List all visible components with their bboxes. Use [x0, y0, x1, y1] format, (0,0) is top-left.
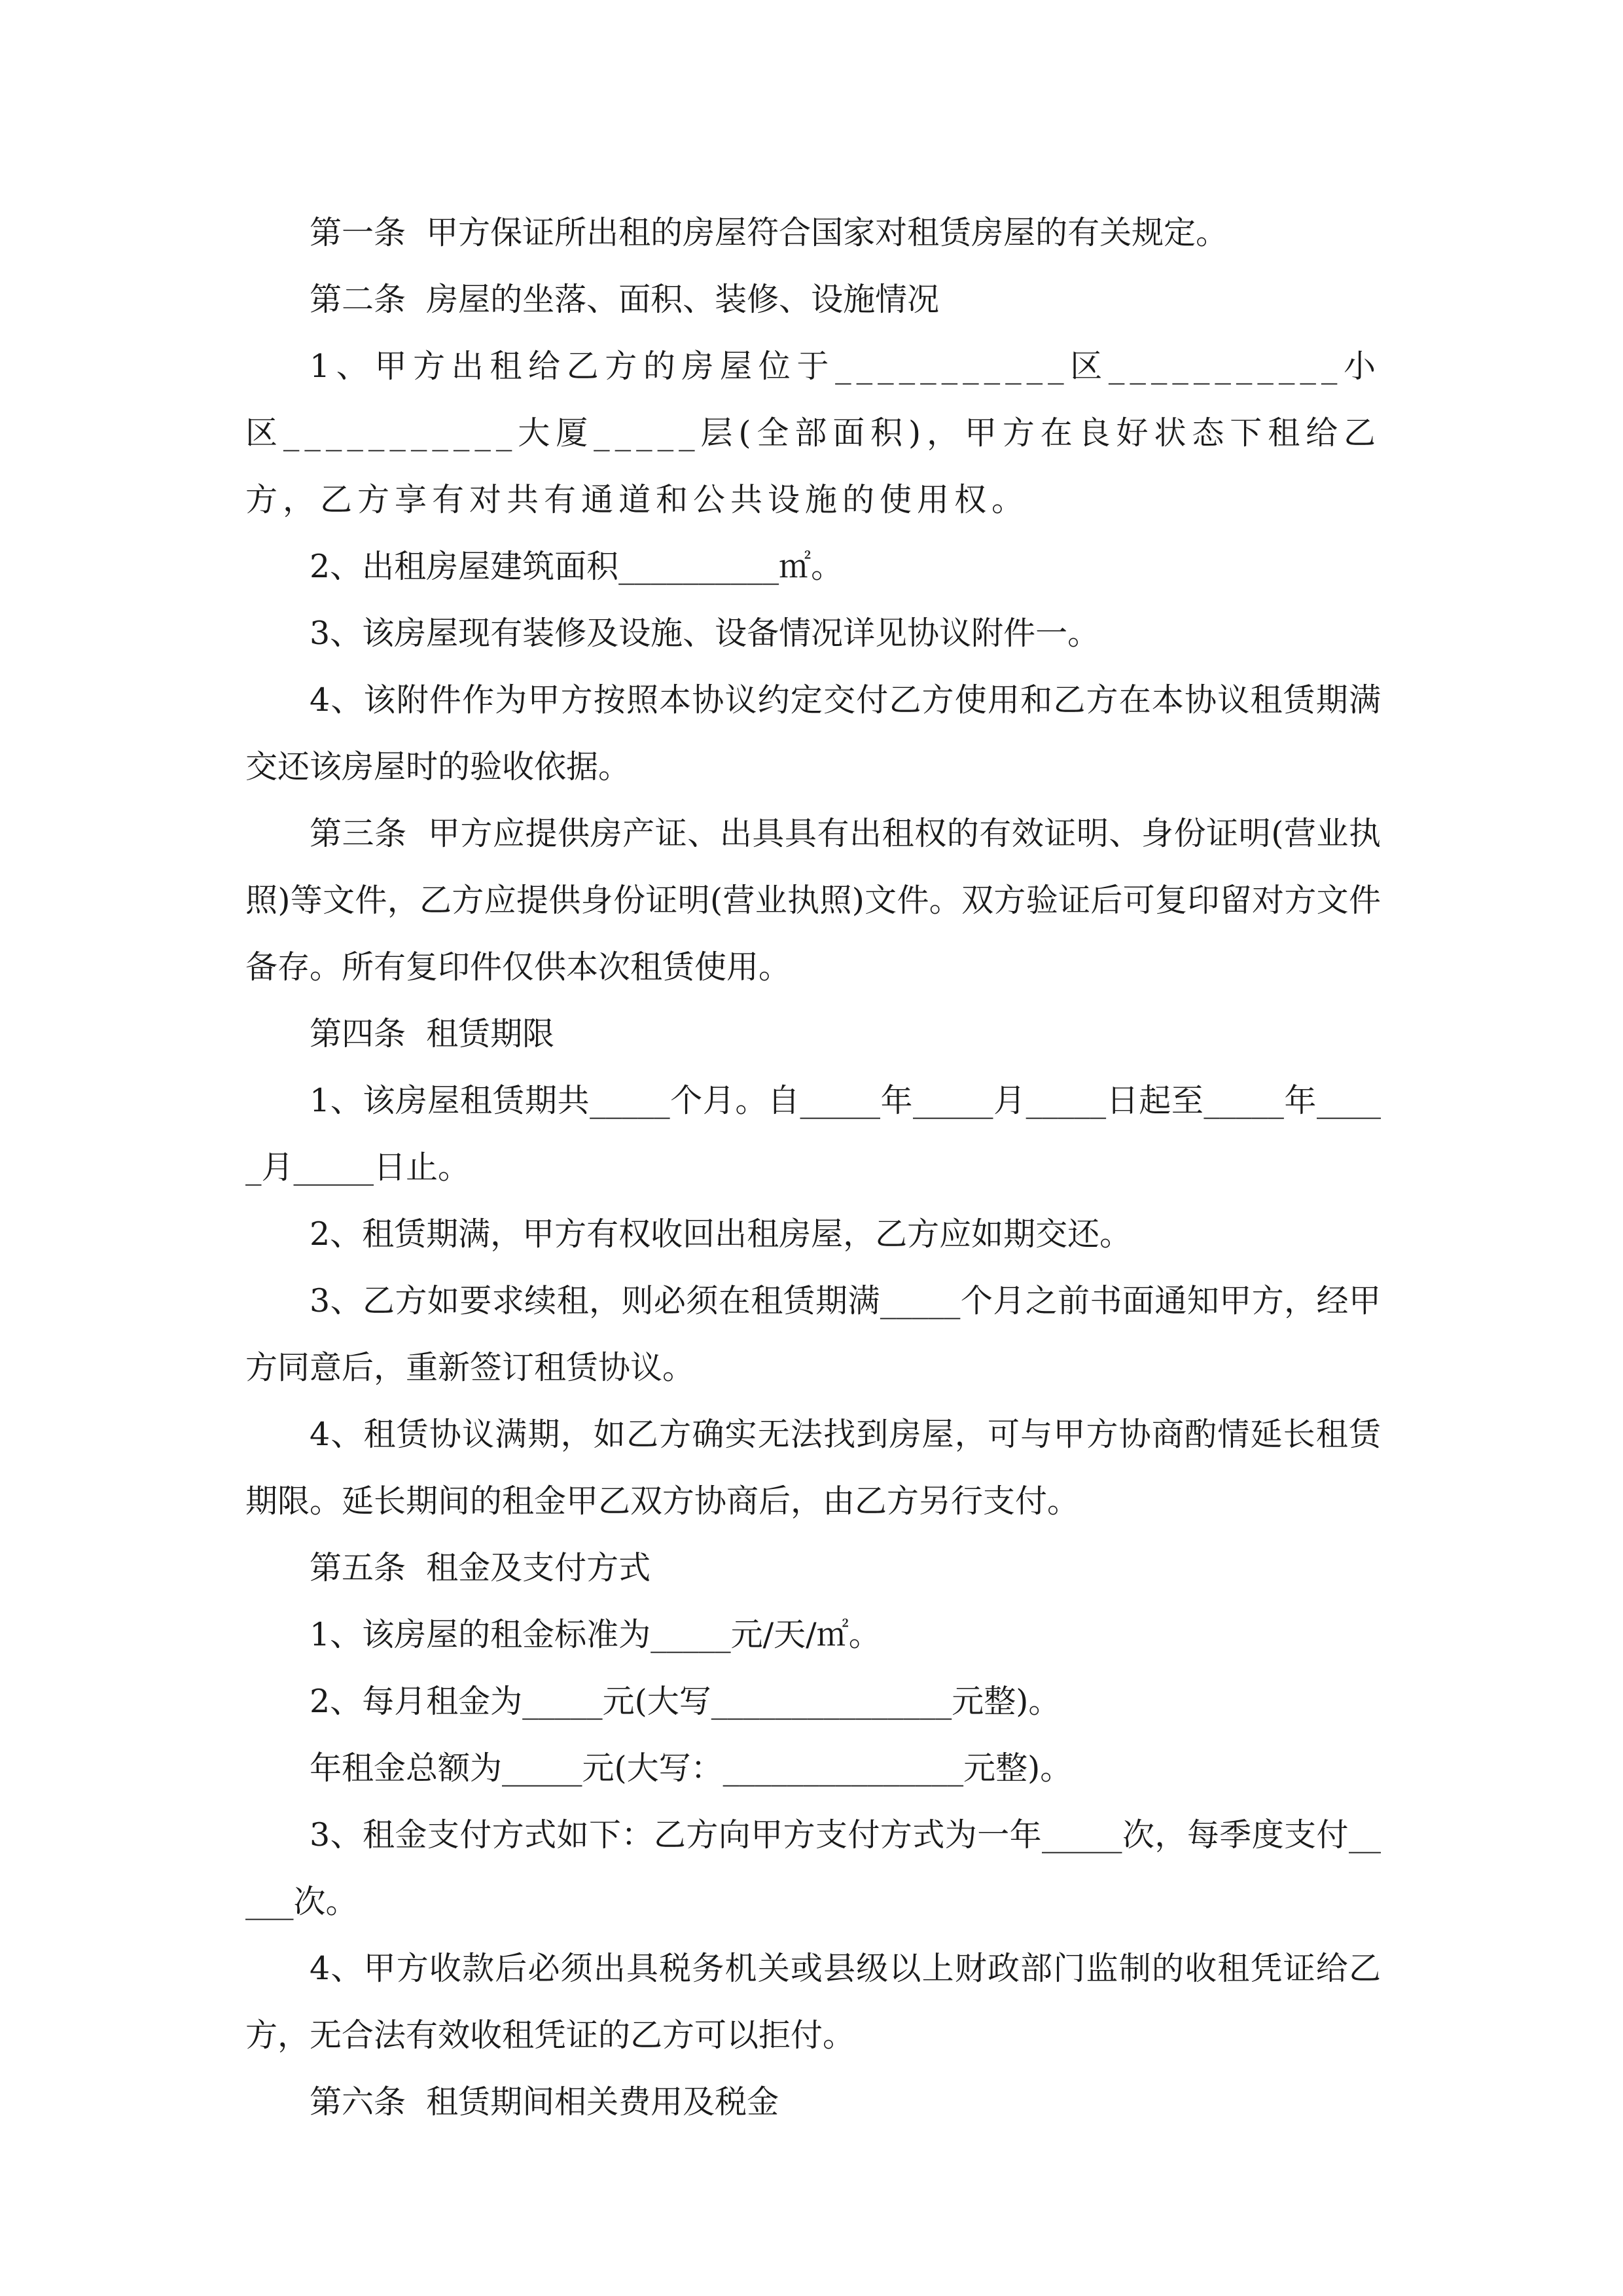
article-5-clause-3: 3、租金支付方式如下：乙方向甲方支付方式为一年_____次，每季度支付_____次。	[245, 1816, 1381, 1920]
article-2-clause-3: 3、该房屋现有装修及设施、设备情况详见协议附件一。	[310, 615, 1100, 652]
document-body	[245, 200, 1381, 2136]
article-4-clause-2: 2、租赁期满，甲方有权收回出租房屋，乙方应如期交还。	[310, 1215, 1132, 1253]
article-5-heading: 第五条 租金及支付方式	[310, 1549, 651, 1587]
article-1: 第一条 甲方保证所出租的房屋符合国家对租赁房屋的有关规定。	[310, 214, 1228, 251]
article-2-heading: 第二条 房屋的坐落、面积、装修、设施情况	[310, 281, 940, 318]
article-5-clause-1: 1、该房屋的租金标准为_____元/天/㎡。	[310, 1616, 881, 1653]
article-3: 第三条 甲方应提供房产证、出具具有出租权的有效证明、身份证明(营业执照)等文件，乙方应提供身份证明(营业执照)文件。双方验证后可复印留对方文件备存。所有复印件仅供本次租赁使用。	[245, 815, 1381, 986]
article-2-clause-2: 2、出租房屋建筑面积__________㎡。	[310, 548, 844, 585]
article-5-clause-4: 4、甲方收款后必须出具税务机关或县级以上财政部门监制的收租凭证给乙方，无合法有效收租凭证的乙方可以拒付。	[245, 1950, 1381, 2054]
article-4-heading: 第四条 租赁期限	[310, 1015, 555, 1052]
article-2-clause-1: 1、甲方出租给乙方的房屋位于___________区___________小区___________大厦_____层(全部面积)，甲方在良好状态下租给乙方，乙方享有对共有通道和公共设施的使用权。	[245, 348, 1381, 518]
article-6-heading: 第六条 租赁期间相关费用及税金	[310, 2083, 779, 2121]
article-2-clause-4: 4、该附件作为甲方按照本协议约定交付乙方使用和乙方在本协议租赁期满交还该房屋时的验收依据。	[245, 681, 1381, 785]
article-5-clause-2: 2、每月租金为_____元(大写_______________元整)。	[310, 1683, 1061, 1720]
article-4-clause-1: 1、该房屋租赁期共_____个月。自_____年_____月_____日起至_____年_____月_____日止。	[245, 1082, 1381, 1186]
article-5-annual-rent: 年租金总额为_____元(大写：_______________元整)。	[310, 1749, 1073, 1787]
article-4-clause-4: 4、租赁协议满期，如乙方确实无法找到房屋，可与甲方协商酌情延长租赁期限。延长期间的租金甲乙双方协商后，由乙方另行支付。	[245, 1416, 1381, 1520]
article-4-clause-3: 3、乙方如要求续租，则必须在租赁期满_____个月之前书面通知甲方，经甲方同意后，重新签订租赁协议。	[245, 1282, 1381, 1386]
